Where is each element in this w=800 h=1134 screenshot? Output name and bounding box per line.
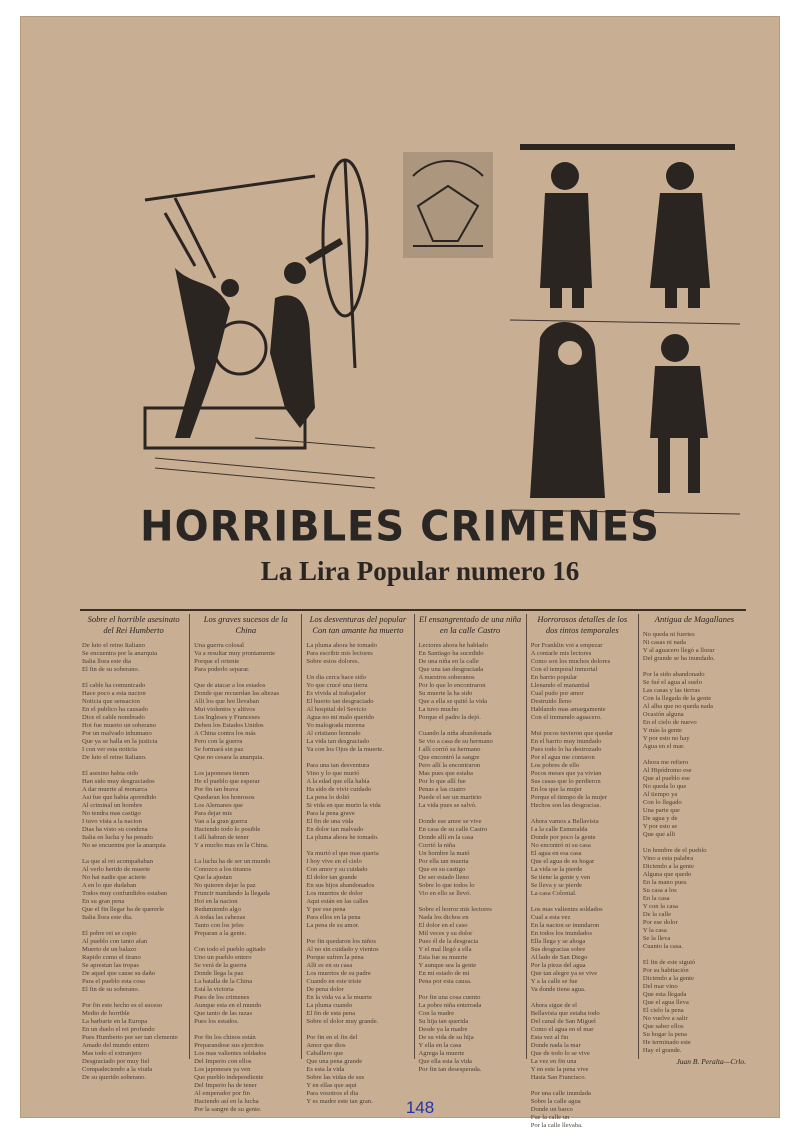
verse-column	[527, 614, 639, 1129]
column-text: De luto el reino Italiano Se encuentra por la anarquia Italia llora este dia El fin de su soberano. El cable ha comunicado Hace poco a esta nacion Noticia que sensacion En el publico ha causado Dice el cable nombrado Hoi fue muerto un soberano Por un malvado inhumano Que ya se halla en la justicia I con ver esta noticia De luto el reino Italiano. El asesino habia oido Han sido muy desgraciados A dar muerte al monarca Asi fue que habia aprendido Al criminal un hombre No tendra mas castigo I tuvo vista a la nacion Dias ha visto su condena Italia en lucha y ha penado No se encuentra por la anarquia La que al rei acompañaban Al verlo herido de muerte No hai nadie que acierte A en lo que dudaban Todos muy confundidos estaban En su gran pena Que el fin llegar ha de quererle Italia llora este dia. El pobre rei se copio Al pueblo con tanto afan Muerto de un balazo Rapido como el tirano Se aprestan las tropas De aquel que cause su daño Para el pueblo esta cosa El fin de su soberano. Por fin este hecho es el suceso Medio de horrible La barbarie en la Europa En un duelo el rei profundo Pues Humberto por ser tan clemente Amado del mundo entero Mas todo el extranjero Desgraciado por muy fiel Compadeciendo a la viuda De su querido soberano.	[82, 642, 178, 1081]
verse-column	[302, 614, 414, 1105]
verse-column	[639, 614, 750, 1066]
broadsheet	[20, 16, 780, 1129]
illustration-machine-murder	[135, 138, 385, 490]
column-text: Por Franklin voi a empezar A contarle mis lectores Como son los muchos dolores Con el temporal inmortal En barrio popular Llenando el manantial Cual pudo por amor Destruido lleno Hablando mas amargamente Con el tremendo aguacero. Mui pocos tuvieron que quedar En el barrio muy inundado Pues todo lo ha destrozado Por el agua me contaron Los pobres de ello Pocos meses que ya vivian Sus casas que lo perdieron En los que la mujer Porque el tiempo de la mujer Hechos son las desgracias. Ahora vamos a Bellavista I a la calle Esmeralda Donde por poco la gente No encontró ni su casa El agua en esa casa Que el agua de su hogar La vida se la pierde Se tiene la gente y ven Se lleva y se pierde La casa Colonial. Los mas valientes soldados Cual a esta vez En la nacion se inundaron En todos los inundados Ella llega y se ahoga Sus desgracias sobre Al lado de San Diego Por la pieza del agua Que tan alegre ya se vive Y a la calle se fue Va donde tiene agua. Ahora sigue de el Bellavista que estaba todo Del canal de San Miguel Como el agua en el mar Esta vez al fin Donde nada la mar Que de todo lo se vive La vez en fin una Y en este la pena vive Hasta San Francisco. Por una calle inundada Sobre la calle agua Donde un barco Fue la calle un Por la calle llevaba.	[530, 642, 614, 1129]
verse-column	[190, 614, 302, 1113]
illustration-four-figures	[510, 138, 740, 518]
subtitle: La Lira Popular numero 16	[260, 556, 580, 586]
column-title: Antigua de Magallanes	[654, 614, 735, 624]
verse-column	[78, 614, 190, 1081]
column-title: Los desventuras del popular Con tan amante ha muerto	[309, 614, 407, 635]
illustration-small-vignette	[398, 146, 498, 264]
column-text: Una guerra colosal Va a resultar muy prontamente Porque el oriente Para poderlo separar. Que de atacar a los estados Donde que recuerdan las altezas Alli los que hoi llevaban Mui violentos y altivos Los Ingleses y Franceses Deben los Estados Unidos A China contra los más Pero con la guerra Se formará sin paz Que no cesara la anarquia. Los japoneses tienen He el pueblo que esperar Por fin tan brava Quedaran los honrosos Los Alemanes que Para dejar mis Van a la gran guerra Haciendo todo lo posible I allí habran de tener Y a mucho mas en la China. La lucha ha de ser un mundo Conozco a los tiranos Que la ajustan No quieren dejar la paz Fruncir mandando la llegada Hoi en la nacion Redumiendo algo A todas las cabezas Tanto con los jefes Preparan a la gente. Con todo el pueblo agitado Uno un pueblo entero Se verá de la guerra Donde llega la paz La batalla de la China Está la victoria Pues de los crimenes Aunque esta en el mundo Que tanto de las razas Pues los estados. Por fin los chinos están Preparandose sus ejercitos Los mas valientes soldados Del Imperio con ellos Los japoneses ya ven Que pueblo independiente Del Imperio ha de tener Al emperador por fin Haciendo así en la lucha Por la sangre de su gente.	[194, 642, 280, 1113]
verse-column	[415, 614, 527, 1073]
headline: HORRIBLES CRIMENES	[140, 502, 660, 552]
column-text: Lectores ahora he hablado En Santiago ha sucedido De una niña en la calle Que una tan desgraciada A nuestros soberanos Por lo que lo encontraron Su muerte la ha sido Que a ella se quitó la vida La tuvo mucho Porque el padre la dejó. Cuando la niña abandonada Se vio a casa de su hermano I allí corrió su hermano Que encontró la sangre Pero allí la encontraron Mas pues que estaba Por lo que allí fue Penas a las cuatro Puede el ser un martirio La vida pues se salvó. Donde ese amor se vive En casa de su calle Castro Donde allí en la casa Corrió la niña Un hombre la mató Por ella tan muerta Que en su castigo De ser estado lleno Sobre lo que todos lo Vio en ello se llevó. Sobre el horror mis lectores Nada los dichos en El dolor en el caso Mil veces y su dolor Pues él de la desgracia Y el mal llegó a ella Esta fue su muerte Y aunque sea la gente En mi estado de mi Pena por esta causa. Por fin una cosa cuento La pobre niña enterrada Con la madre Su hija tan querida Desde ya la madre De su vida de su hija Y ella en la casa Agrega la muerte Que ella esta la vida Por fin tan desesperada.	[418, 642, 493, 1073]
woodcut-vignette	[398, 146, 498, 264]
column-title: Horrorosos detalles de los dos tintos temporales	[537, 614, 628, 635]
column-title: Los graves sucesos de la China	[203, 614, 288, 635]
woodcut-figures	[510, 138, 740, 518]
column-text: No queda ni fuertes Ni casas ni nada Y al aguacero llegó a llorar Del grande se ha inundado. Por la sido abandonado Se fué el agua al suelo Las casas y las tierras Con la llegada de la gente Al alba que no queda nada Ocasión alguna En el cielo de nuevo Y más la gente Y por esto no hay Agua en el mar. Ahora me refiero Al Hipódromo ese Que al pueblo ese No queda lo que Al tiempo ya Con lo llegado Una parte que De agua y de Y por esto se Que que alli Un hombre de el pueblo Vino a esta palabra Diciendo a la gente Alguna que quedo En la mano pues Su casa a los En la casa Y con la casa De la calle Por ese dolor Y la casa Se la lleva Cuanto la casa. El fin de este siguió Por su habitación Diciendo a la gente Del mar vino Que esta llegada Que el agua lleva El cielo la pena No vuelve a salir Que saber ellos Su hogar la pena He terminado este Hay el grande.	[642, 631, 715, 1054]
page-number: 148	[405, 1098, 435, 1117]
author-signature: Juan B. Peralta—Crlo.	[676, 1057, 747, 1066]
column-title: El ensangrentado de una niña en la calle Castro	[419, 614, 522, 635]
woodcut-machine-figures	[135, 138, 385, 490]
column-title: Sobre el horrible asesinato del Rei Humberto	[87, 614, 180, 635]
divider-rule	[80, 609, 746, 611]
column-text: La pluma ahora he tomado Para escribir mis lectores Sobre estos dolores. Un dia cerca hace sido Yo que crucé una tierra Es vivida al trabajador El huerto tan desgraciado Al hospital del Sevicio Agua no mi malo querido Yo malograda morena Al cristiano honrado La vida tan desgraciado Ya con los Ojos de la muerte. Para una tan desventura Vino y lo que murió A la edad que ella había Ha sido de vivir cuidado La pena lo dolió Si vida en que murio la vida Para la pena grave El fin de una vida En dolor tan malvado La pluma ahora he tomado. Ya murió el que mas queria I hoy vive en el cielo Con amor y su cuidado El dolor tan grande En sus hijos abandonados Los muertos de dolor Aqui están en las calles Y por ese pena Para ellos en la pena La pena de su amor. Por fin quedaron los niños Al no sin cuidado y vientos Porque sufren la pena Alli es en su casa Los muertos de su padre Cuando en este triste De pena dolor En la vida va a la muerte La pluma cuando El fin de esta pena Sobre el dolor muy grande. Por fin en el fin del Amor que dios Caballero que Que una pena grande Es esta la vida Sobre las vidas de sus Y en ellas que aqui Para vosotros el dia Y es madre este tan gran.	[306, 642, 384, 1105]
